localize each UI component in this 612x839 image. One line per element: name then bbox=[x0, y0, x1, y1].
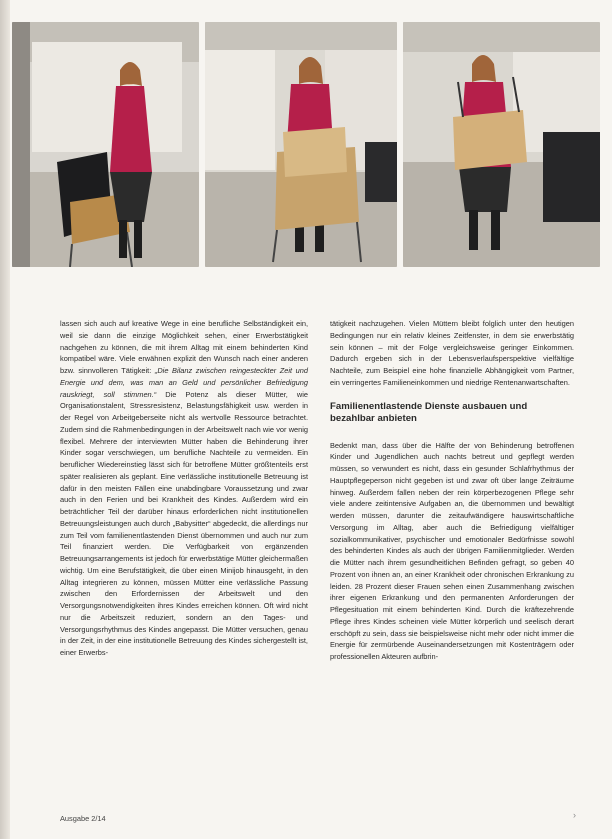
article-column-left bbox=[60, 318, 308, 659]
paragraph: tätigkeit nachzugehen. Vielen Müttern bleibt folglich unter den heutigen Bedingungen nur ein relativ kleines Zeitfenster, in dem sie erwerbstätig sein können – mit der Folge vergleichsweise geringer Einkommen. Dadurch ergeben sich in der Lebensverlaufsperspektive vielfältige Nachteile, zum Beispiel eine hohe finanzielle Abhängigkeit vom Partner, ein verringertes Familieneinkommen und niedrige Rentenanwartschaften. bbox=[330, 319, 574, 387]
issue-footer: Ausgabe 2/14 bbox=[60, 814, 106, 823]
paragraph bbox=[60, 318, 308, 659]
woman-chairs-photo-1 bbox=[12, 22, 199, 267]
section-heading: Familienentlastende Dienste ausbauen und bezahlbar anbieten bbox=[330, 400, 528, 424]
paragraph: Bedenkt man, dass über die Hälfte der von Behinderung betroffenen Kinder und Jugendlichen auch nachts betreut und gepflegt werden müssen, so verwundert es nicht, dass ein gesunder Schlafrhythmus der Hauptpflegeperson nicht gegeben ist und zwar oft über lange Zeiträume hinweg. Außerdem fallen neben der rein körperbezogenen Pflege sehr viele andere zeitintensive Aufgaben an, die übernommen und bewältigt werden müssen, darunter die zeitaufwändigere hauswirtschaftliche Versorgung im Alltag, aber auch die Befriedigung vielfältiger sozialkommunikativer, psychischer und emotionaler Bedürfnisse sowohl des behinderten Kindes als auch der übrigen Familienmitglieder. Werden die Mütter nach ihrem gesundheitlichen Befinden gefragt, so geben 40 Prozent von ihnen an, an einer Krankheit oder chronischen Erkrankung zu leiden. 28 Prozent dieser Frauen sehen einen Zusammenhang zwischen ihrer eigenen Erkrankung und den permanenten Anforderungen der Pflegesituation mit einem behinderten Kind. Durch die kräftezehrende Pflege ihres Kindes scheinen viele Mütter körperlich und seelisch derart erschöpft zu sein, dass sie beispielsweise nicht mehr oder nicht immer die Energie für zermürbende Auseinandersetzungen mit Kostenträgern oder professionellen Akteuren aufbrin- bbox=[330, 440, 574, 661]
quote: „Die Bilanz zwischen reingesteckter Zeit und Energie und dem, was man an Geld und persönlicher Befriedigung rauskriegt, soll stimmen.“ bbox=[60, 366, 308, 399]
woman-chairs-photo-3 bbox=[403, 22, 600, 267]
text-run: Die Potenz als dieser Mütter, wie Organisationstalent, Stressresistenz, Belastungsfähigkeit usw. werden in der Regel von Arbeitgeberseite nicht als wertvolle Ressource betrachtet. Zudem sind die Rahmenbedingungen in der Arbeitswelt nach wie vor wenig flexibel. Mehrere der interviewten Mütter haben die Behinderung ihrer Kinder sogar verschwiegen, um berufliche Nachteile zu vermeiden. Ein beruflicher Wiedereinstieg lässt sich für betroffene Mütter größtenteils erst später realisieren als geplant. Eine verlässliche institutionelle Betreuung ist dafür in den meisten Fällen eine unabdingbare Voraussetzung und zwar auch in den Ferien und bei Krankheit des Kindes. Außerdem wird ein beträchtlicher Teil der darüber hinaus erforderlichen nicht institutionellen Betreuungsleistungen auch durch „Babysitter“ abgedeckt, die allerdings nur zum Teil vom familienentlastenden Dienst übernommen und auch nur zum Teil finanziert werden. Die Verfügbarkeit von ergänzenden Betreuungsarrangements ist jedoch für erwerbstätige Mütter gleichermaßen wichtig. Um eine Berufstätigkeit, die über einen Minijob hinausgeht, in den Alltag integrieren zu können, müssen Mütter eine verlässliche Passung zwischen den Erfordernissen der Arbeitswelt und den Versorgungsnotwendigkeiten ihres Kindes erreichen können. Oft wird nicht nur die Arbeitszeit reduziert, sondern an den Tages- und Versorgungsrhythmus des Kindes angepasst. Die Mütter versuchen, genau in der Zeit, in der eine institutionelle Betreuung des Kindes sichergestellt ist, einer Erwerbs- bbox=[60, 389, 308, 657]
article-column-right bbox=[330, 318, 574, 663]
text-run: lassen sich auch auf kreative Wege in eine berufliche Selbständigkeit ein, weil sie dann die einzige Möglichkeit sehen, einer Erwerbstätigkeit nachgehen zu können, die mit ihrem Alltag mit einem behinderten Kind kompatibel wäre. Viele erwähnen explizit den Wunsch nach einer anderen bzw. sinnvolleren Tätigkeit: bbox=[60, 319, 308, 375]
page-turn-mark: › bbox=[573, 810, 576, 820]
woman-chairs-photo-2 bbox=[205, 22, 397, 267]
page-gutter bbox=[0, 0, 10, 839]
